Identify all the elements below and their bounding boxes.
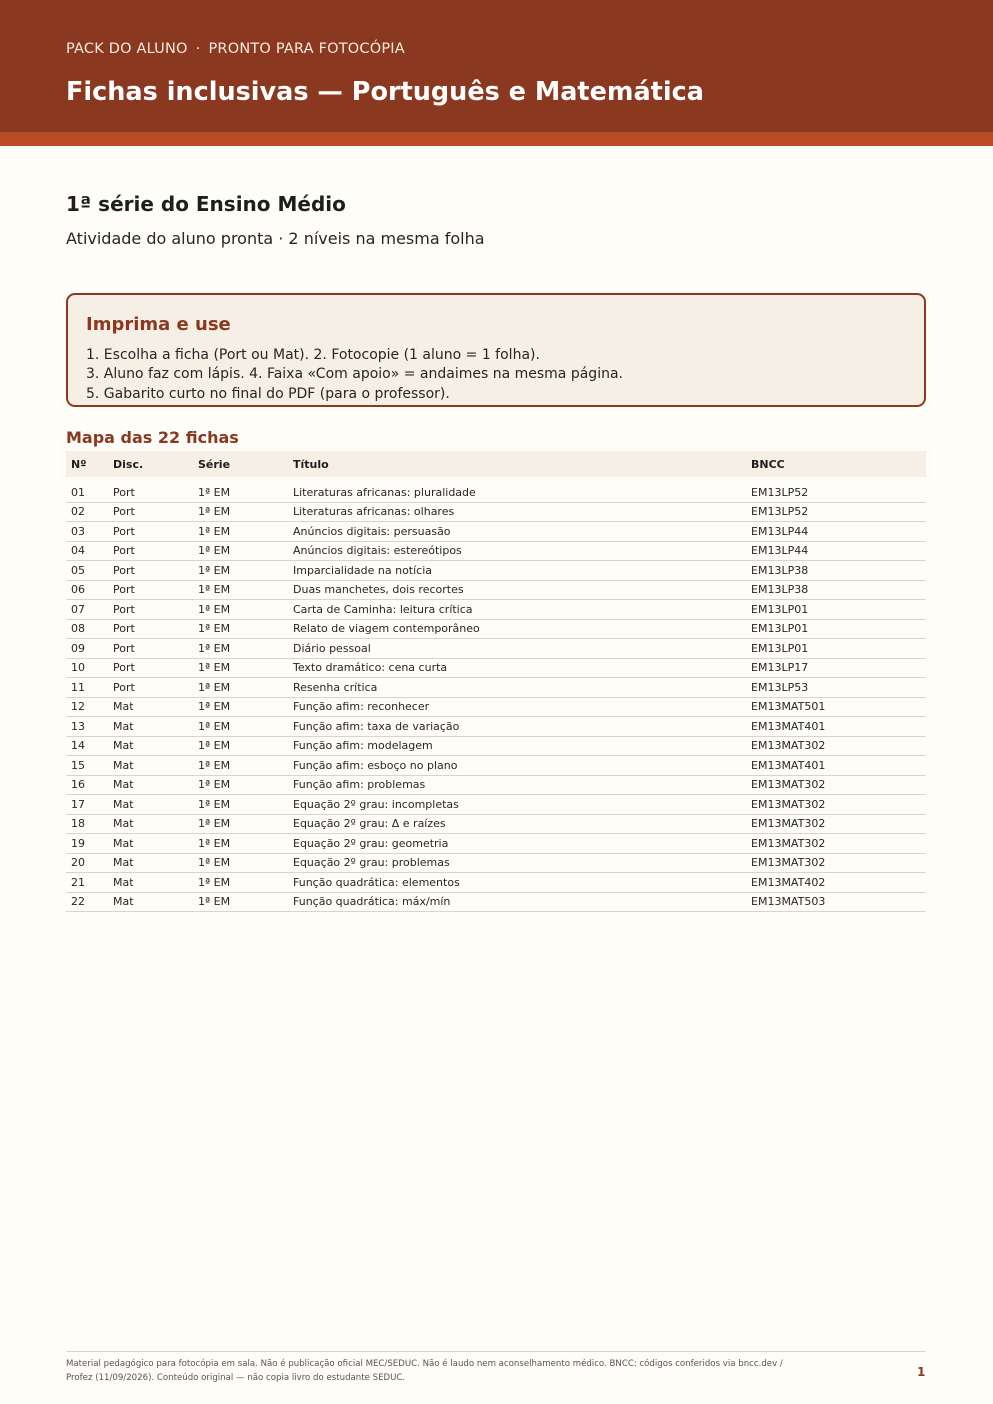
cell-bncc: EM13MAT402 — [746, 873, 926, 893]
column-header-discipline: Disc. — [113, 457, 144, 471]
grade-heading: 1ª série do Ensino Médio — [66, 192, 346, 216]
cell-grade: 1ª EM — [193, 619, 288, 639]
cell-title: Anúncios digitais: persuasão — [288, 522, 746, 542]
cell-number: 02 — [66, 502, 108, 522]
cell-grade: 1ª EM — [193, 600, 288, 620]
table-row — [66, 561, 926, 581]
cell-number: 22 — [66, 892, 108, 912]
cell-bncc: EM13MAT302 — [746, 736, 926, 756]
table-row — [66, 756, 926, 776]
cell-title: Diário pessoal — [288, 639, 746, 659]
cell-discipline: Port — [108, 541, 193, 561]
table-row — [66, 795, 926, 815]
cell-bncc: EM13LP52 — [746, 502, 926, 522]
cell-discipline: Port — [108, 580, 193, 600]
cell-bncc: EM13LP01 — [746, 639, 926, 659]
cell-number: 14 — [66, 736, 108, 756]
kicker-label-ready: PRONTO PARA FOTOCÓPIA — [208, 41, 405, 57]
cell-title: Imparcialidade na notícia — [288, 561, 746, 581]
cell-title: Literaturas africanas: olhares — [288, 502, 746, 522]
cell-bncc: EM13MAT302 — [746, 834, 926, 854]
cell-title: Duas manchetes, dois recortes — [288, 580, 746, 600]
cell-discipline: Port — [108, 600, 193, 620]
cell-title: Equação 2º grau: incompletas — [288, 795, 746, 815]
cell-grade: 1ª EM — [193, 795, 288, 815]
table-header-row — [66, 451, 926, 477]
cell-bncc: EM13LP44 — [746, 522, 926, 542]
cell-number: 09 — [66, 639, 108, 659]
table-row — [66, 619, 926, 639]
table-row — [66, 678, 926, 698]
column-header-number: Nº — [71, 457, 87, 471]
cell-number: 17 — [66, 795, 108, 815]
cell-bncc: EM13MAT503 — [746, 892, 926, 912]
column-header-grade: Série — [198, 457, 231, 471]
cell-grade: 1ª EM — [193, 483, 288, 502]
table-row — [66, 853, 926, 873]
cell-bncc: EM13MAT302 — [746, 775, 926, 795]
cell-discipline: Port — [108, 561, 193, 581]
cell-bncc: EM13LP01 — [746, 619, 926, 639]
cell-discipline: Mat — [108, 795, 193, 815]
cell-grade: 1ª EM — [193, 541, 288, 561]
cell-bncc: EM13LP17 — [746, 658, 926, 678]
cell-number: 21 — [66, 873, 108, 893]
kicker-label-pack: PACK DO ALUNO — [66, 41, 188, 57]
footer-line: Material pedagógico para fotocópia em sala. Não é publicação oficial MEC/SEDUC. Não é laudo nem aconselhamento médico. BNCC: códigos conferidos via bncc.dev / — [66, 1359, 783, 1369]
cell-discipline: Port — [108, 619, 193, 639]
grade-description: Atividade do aluno pronta · 2 níveis na mesma folha — [66, 229, 485, 248]
table-row — [66, 522, 926, 542]
cell-title: Literaturas africanas: pluralidade — [288, 483, 746, 502]
cell-grade: 1ª EM — [193, 678, 288, 698]
cell-grade: 1ª EM — [193, 853, 288, 873]
cell-discipline: Port — [108, 483, 193, 502]
cell-number: 16 — [66, 775, 108, 795]
table-row — [66, 580, 926, 600]
instructions-line: 1. Escolha a ficha (Port ou Mat). 2. Fotocopie (1 aluno = 1 folha). — [86, 347, 540, 363]
cell-title: Função quadrática: elementos — [288, 873, 746, 893]
cell-discipline: Mat — [108, 873, 193, 893]
cell-discipline: Port — [108, 522, 193, 542]
table-row — [66, 736, 926, 756]
cell-grade: 1ª EM — [193, 834, 288, 854]
table-row — [66, 834, 926, 854]
footer-divider — [66, 1351, 926, 1352]
cell-bncc: EM13MAT501 — [746, 697, 926, 717]
cell-bncc: EM13LP38 — [746, 561, 926, 581]
cell-number: 12 — [66, 697, 108, 717]
cell-bncc: EM13MAT302 — [746, 814, 926, 834]
instructions-line: 5. Gabarito curto no final do PDF (para o professor). — [86, 386, 450, 402]
cell-discipline: Mat — [108, 853, 193, 873]
table-row — [66, 600, 926, 620]
cell-title: Equação 2º grau: Δ e raízes — [288, 814, 746, 834]
cell-grade: 1ª EM — [193, 717, 288, 737]
table-row — [66, 483, 926, 502]
cell-bncc: EM13LP44 — [746, 541, 926, 561]
cell-discipline: Port — [108, 639, 193, 659]
cell-number: 19 — [66, 834, 108, 854]
cell-title: Equação 2º grau: geometria — [288, 834, 746, 854]
table-row — [66, 814, 926, 834]
cell-bncc: EM13LP52 — [746, 483, 926, 502]
cell-title: Resenha crítica — [288, 678, 746, 698]
cell-number: 08 — [66, 619, 108, 639]
cell-title: Função afim: modelagem — [288, 736, 746, 756]
cell-title: Texto dramático: cena curta — [288, 658, 746, 678]
cell-number: 04 — [66, 541, 108, 561]
page-header — [0, 0, 993, 132]
table-row — [66, 717, 926, 737]
cell-discipline: Mat — [108, 892, 193, 912]
kicker-separator: · — [195, 41, 201, 57]
cell-grade: 1ª EM — [193, 561, 288, 581]
cell-number: 15 — [66, 756, 108, 776]
cell-number: 13 — [66, 717, 108, 737]
cell-title: Função afim: reconhecer — [288, 697, 746, 717]
cell-number: 10 — [66, 658, 108, 678]
cell-discipline: Mat — [108, 756, 193, 776]
cell-discipline: Port — [108, 678, 193, 698]
cell-title: Relato de viagem contemporâneo — [288, 619, 746, 639]
cell-number: 05 — [66, 561, 108, 581]
header-kicker — [66, 41, 405, 57]
table-row — [66, 502, 926, 522]
instructions-heading: Imprima e use — [86, 314, 231, 335]
table-row — [66, 541, 926, 561]
cell-discipline: Mat — [108, 736, 193, 756]
table-row — [66, 697, 926, 717]
cell-bncc: EM13MAT302 — [746, 795, 926, 815]
cell-grade: 1ª EM — [193, 639, 288, 659]
cell-title: Função quadrática: máx/mín — [288, 892, 746, 912]
cell-discipline: Mat — [108, 814, 193, 834]
table-row — [66, 892, 926, 912]
cell-grade: 1ª EM — [193, 892, 288, 912]
cell-bncc: EM13MAT401 — [746, 756, 926, 776]
cell-bncc: EM13LP38 — [746, 580, 926, 600]
cell-number: 18 — [66, 814, 108, 834]
cell-title: Anúncios digitais: estereótipos — [288, 541, 746, 561]
table-row — [66, 658, 926, 678]
instructions-box — [66, 293, 926, 407]
cell-bncc: EM13LP01 — [746, 600, 926, 620]
cell-discipline: Mat — [108, 834, 193, 854]
cell-number: 06 — [66, 580, 108, 600]
cell-title: Função afim: esboço no plano — [288, 756, 746, 776]
cell-title: Função afim: problemas — [288, 775, 746, 795]
instructions-line: 3. Aluno faz com lápis. 4. Faixa «Com apoio» = andaimes na mesma página. — [86, 366, 623, 382]
cell-grade: 1ª EM — [193, 658, 288, 678]
column-header-title: Título — [293, 457, 329, 471]
cell-discipline: Mat — [108, 697, 193, 717]
cell-number: 01 — [66, 483, 108, 502]
cell-grade: 1ª EM — [193, 873, 288, 893]
cell-grade: 1ª EM — [193, 756, 288, 776]
footer-disclaimer — [66, 1357, 856, 1385]
cell-bncc: EM13MAT302 — [746, 853, 926, 873]
cell-grade: 1ª EM — [193, 502, 288, 522]
cell-grade: 1ª EM — [193, 697, 288, 717]
cell-discipline: Port — [108, 658, 193, 678]
table-row — [66, 775, 926, 795]
cell-grade: 1ª EM — [193, 522, 288, 542]
cell-grade: 1ª EM — [193, 775, 288, 795]
cell-discipline: Mat — [108, 717, 193, 737]
cell-grade: 1ª EM — [193, 814, 288, 834]
footer-line: Profez (11/09/2026). Conteúdo original — não copia livro do estudante SEDUC. — [66, 1373, 406, 1383]
cell-title: Função afim: taxa de variação — [288, 717, 746, 737]
cell-number: 03 — [66, 522, 108, 542]
cell-grade: 1ª EM — [193, 580, 288, 600]
map-heading: Mapa das 22 fichas — [66, 428, 239, 447]
cell-number: 20 — [66, 853, 108, 873]
cell-grade: 1ª EM — [193, 736, 288, 756]
table-body — [66, 483, 926, 912]
page-number: 1 — [917, 1365, 926, 1379]
worksheet-map-table — [66, 451, 926, 912]
cell-number: 11 — [66, 678, 108, 698]
column-header-bncc: BNCC — [751, 457, 785, 471]
table-row — [66, 639, 926, 659]
cell-discipline: Port — [108, 502, 193, 522]
cell-title: Carta de Caminha: leitura crítica — [288, 600, 746, 620]
header-accent-strip — [0, 132, 993, 146]
cell-bncc: EM13LP53 — [746, 678, 926, 698]
cell-discipline: Mat — [108, 775, 193, 795]
cell-bncc: EM13MAT401 — [746, 717, 926, 737]
document-title: Fichas inclusivas — Português e Matemática — [66, 77, 704, 107]
table-row — [66, 873, 926, 893]
cell-title: Equação 2º grau: problemas — [288, 853, 746, 873]
cell-number: 07 — [66, 600, 108, 620]
